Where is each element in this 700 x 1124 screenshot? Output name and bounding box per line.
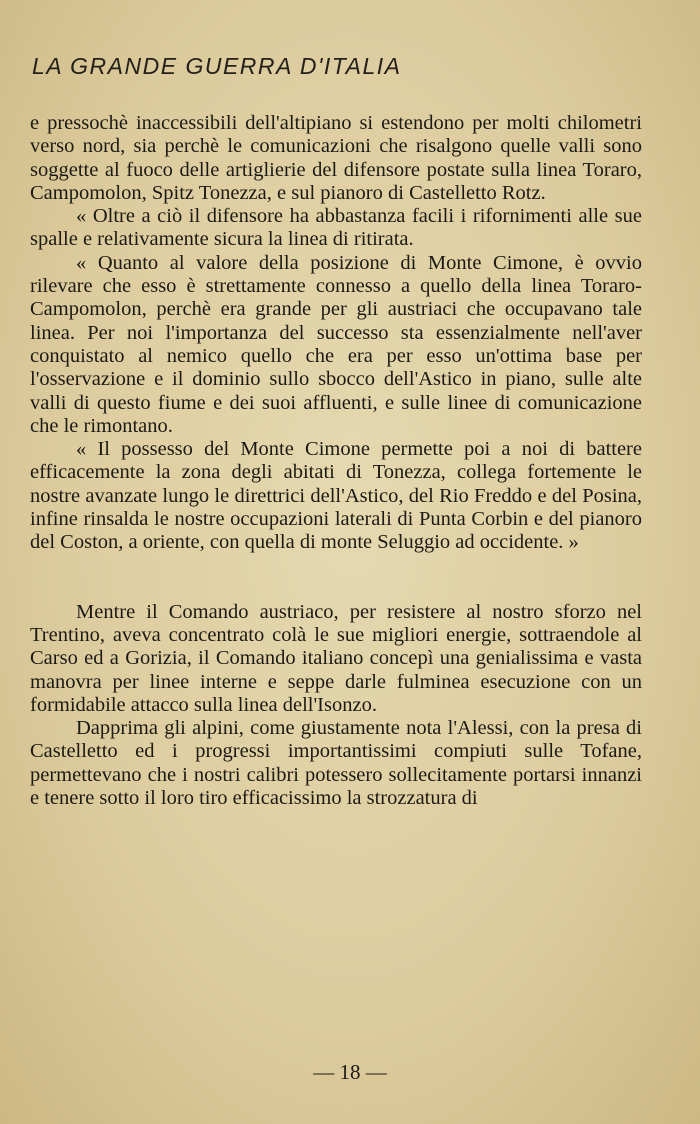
paragraph-quote-2: « Quanto al valore della posizione di Monte Cimone, è ovvio rilevare che esso è strettamente connesso a quello della linea Toraro-Campomolon, perchè era grande per gli austriaci che occupavano tale linea. Per noi l'importanza del successo sta essenzialmente nell'aver conquistato al nemico quello che era per esso un'ottima base per l'osservazione e il dominio sullo sbocco dell'Astico in piano, sulle alte valli di questo fiume e dei suoi affluenti, e sulle linee di comunicazione che le rimontano.	[30, 251, 642, 437]
paragraph-continued: e pressochè inaccessibili dell'altipiano si estendono per molti chilometri verso nord, sia perchè le comunicazioni che risalgono quelle valli sono soggette al fuoco delle artiglierie del difensore postate sulla linea Toraro, Campomolon, Spitz Tonezza, e sul pianoro di Castelletto Rotz.	[30, 112, 642, 204]
paragraph-section-2-2: Dapprima gli alpini, come giustamente nota l'Alessi, con la presa di Castelletto ed i progressi importantissimi compiuti sulle Tofane, permettevano che i nostri calibri potessero sollecitamente portarsi innanzi e tenere sotto il loro tiro efficacissimo la strozzatura di	[30, 717, 642, 810]
paragraph-section-2-1: Mentre il Comando austriaco, per resistere al nostro sforzo nel Trentino, aveva concentrato colà le sue migliori energie, sottraendole al Carso ed a Gorizia, il Comando italiano concepì una genialissima e vasta manovra per linee interne e seppe darle fulminea esecuzione con un formidabile attacco sulla linea dell'Isonzo.	[30, 600, 642, 716]
paragraph-quote-1: « Oltre a ciò il difensore ha abbastanza facili i rifornimenti alle sue spalle e relativamente sicura la linea di ritirata.	[30, 205, 642, 251]
paragraph-quote-3: « Il possesso del Monte Cimone permette poi a noi di battere efficacemente la zona degli abitati di Tonezza, collega fortemente le nostre avanzate lungo le direttrici dell'Astico, del Rio Freddo e del Posina, infine rinsalda le nostre occupazioni laterali di Punta Corbin e del pianoro del Coston, a oriente, con quella di monte Seluggio ad occidente. »	[30, 438, 642, 554]
page-number: — 18 —	[313, 1060, 387, 1084]
section-break	[30, 555, 642, 601]
running-head: LA GRANDE GUERRA D'ITALIA	[32, 53, 402, 79]
body-text	[30, 112, 642, 810]
